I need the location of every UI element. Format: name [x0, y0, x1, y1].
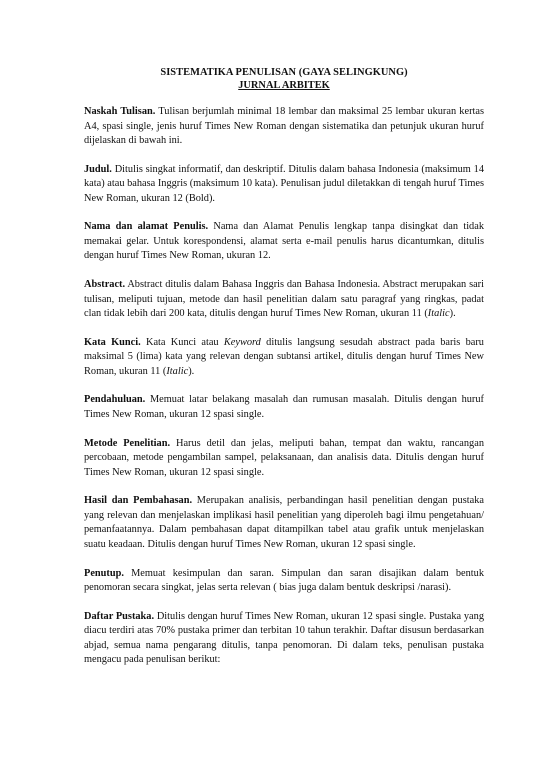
section-heading: Nama dan alamat Penulis.	[84, 221, 209, 233]
section-heading: Hasil dan Pembahasan.	[84, 495, 193, 507]
section-heading: Metode Penelitian.	[84, 437, 171, 449]
section-body-text: Abstract ditulis dalam Bahasa Inggris dan Bahasa Indonesia. Abstract merupakan sari tulisan, meliputi tujuan, metode dan hasil penelitian dalam satu paragraf yang ringkas, padat clan tidak lebih dari 200 kata, ditulis dengan huruf Times New Roman, ukuran 11 (	[84, 279, 484, 320]
section-paragraph	[84, 336, 484, 380]
section-paragraph	[84, 494, 484, 552]
section-body-text: ).	[449, 308, 456, 320]
section-heading: Naskah Tulisan.	[84, 106, 156, 117]
section-paragraph	[84, 393, 484, 422]
document-title: SISTEMATIKA PENULISAN (GAYA SELINGKUNG)	[160, 67, 408, 78]
section-italic-text: Italic	[166, 365, 189, 377]
section-body-text: Ditulis dengan huruf Times New Roman, ukuran 12 spasi single. Pustaka yang diacu terdiri atas 70% pustaka primer dan terbitan 10 tahun terakhir. Daftar disusun berdasarkan abjad, semua nama pengarang ditulis, tanpa penomoran. Di dalam teks, penulisan pustaka mengacu pada penulisan berikut:	[84, 610, 484, 666]
section-heading: Daftar Pustaka.	[84, 610, 155, 622]
section-paragraph	[84, 105, 484, 149]
section-body-text: Memuat kesimpulan dan saran. Simpulan dan saran disajikan dalam bentuk penomoran secara singkat, jelas serta relevan ( bias juga dalam bentuk deskripsi /narasi).	[84, 567, 484, 593]
document-subtitle: JURNAL ARBITEK	[238, 80, 330, 91]
section-paragraph	[84, 610, 484, 668]
section-paragraph	[84, 220, 484, 264]
section-body-text: Tulisan berjumlah minimal 18 lembar dan maksimal 25 lembar ukuran kertas A4, spasi single, jenis huruf Times New Roman dengan sistematika dan petunjuk ukuran huruf dijelaskan di bawah ini.	[84, 106, 485, 146]
section-body-text: Memuat latar belakang masalah dan rumusan masalah. Ditulis dengan huruf Times New Roman, ukuran 12 spasi single.	[84, 394, 484, 420]
section-heading: Kata Kunci.	[84, 336, 141, 348]
section-body-text: ).	[188, 365, 195, 377]
section-italic-text: Keyword	[223, 336, 261, 348]
section-heading: Penutup.	[84, 567, 124, 579]
section-heading: Abstract.	[84, 279, 126, 291]
section-body-text: Nama dan Alamat Penulis lengkap tanpa disingkat dan tidak memakai gelar. Untuk korespondensi, alamat serta e-mail penulis harus dicantumkan, ditulis dengan huruf Times New Roman, ukuran 12.	[84, 221, 484, 262]
document-sections	[84, 105, 484, 668]
section-body-text: ditulis langsung sesudah abstract pada baris baru maksimal 5 (lima) kata yang relevan dengan subtansi artikel, ditulis dengan huruf Times New Roman, ukuran 11 (	[84, 336, 484, 377]
section-body-text: Merupakan analisis, perbandingan hasil penelitian dengan pustaka yang relevan dan menjelaskan implikasi hasil penelitian yang diperoleh bagi ilmu pengetahuan/ pemanfaatannya. Dalam pembahasan dapat ditampilkan tabel atau grafik untuk menjelaskan suatu keadaan. Ditulis dengan huruf Times New Roman, ukuran 12 spasi single.	[84, 495, 484, 550]
section-body-text: Kata Kunci atau	[140, 336, 224, 348]
section-body-text: Harus detil dan jelas, meliputi bahan, tempat dan waktu, rancangan percobaan, metode pengambilan sampel, pelaksanaan, dan analisis data. Ditulis dengan huruf Times New Roman, ukuran 12 spasi single.	[84, 437, 484, 478]
section-paragraph	[84, 437, 484, 481]
section-paragraph	[84, 567, 484, 596]
section-paragraph	[84, 163, 484, 207]
document-content	[84, 66, 484, 668]
section-body-text: Ditulis singkat informatif, dan deskriptif. Ditulis dalam bahasa Indonesia (maksimum 14 kata) atau bahasa Inggris (maksimum 10 kata). Penulisan judul diletakkan di tengah huruf Times New Roman, ukuran 12 (Bold).	[84, 163, 484, 204]
section-heading: Judul.	[84, 163, 112, 175]
section-italic-text: Italic	[427, 308, 450, 320]
section-paragraph	[84, 278, 484, 322]
section-heading: Pendahuluan.	[84, 394, 146, 406]
